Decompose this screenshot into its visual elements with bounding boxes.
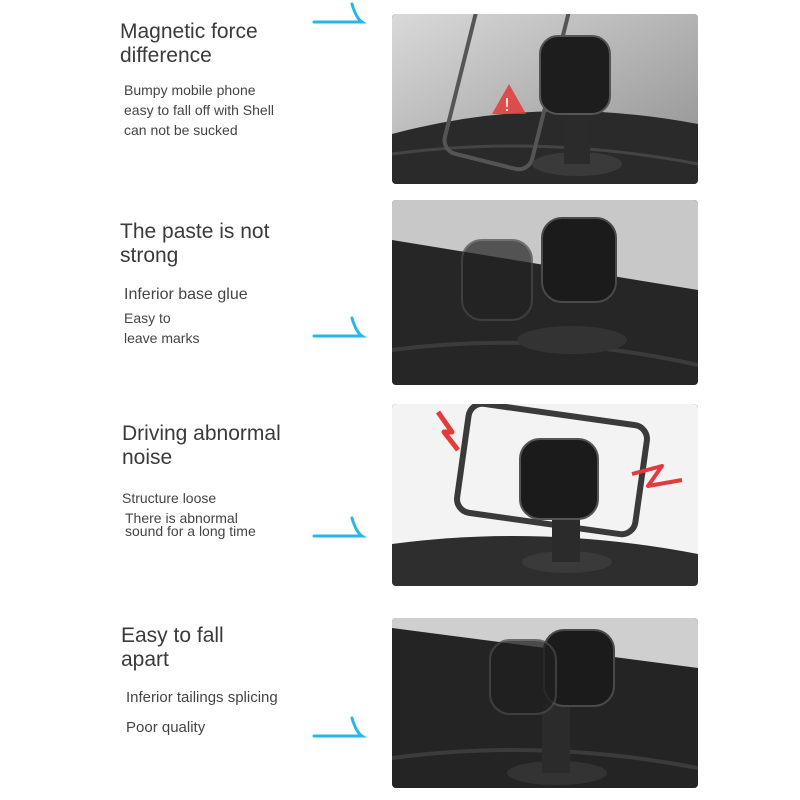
accent-hook-icon [312,514,368,542]
section-paste-not-strong [0,200,800,400]
section-point-2: There is abnormal sound for a long time [125,510,256,539]
section-abnormal-noise [0,400,800,600]
section-title: Magnetic force difference [120,20,258,67]
accent-hook-icon [312,714,368,742]
svg-text:!: ! [504,95,510,115]
section-point-2: Easy to leave marks [124,310,200,346]
product-photo-noise [392,404,698,586]
section-point-2: Poor quality [126,719,206,736]
section-easy-fall-apart [0,600,800,800]
accent-hook-icon [312,0,368,28]
section-point-1: Structure loose [122,490,217,506]
section-description: Bumpy mobile phone easy to fall off with Shell can not be sucked [124,82,274,138]
section-point-1: Inferior tailings splicing [126,689,278,706]
section-point-1: Inferior base glue [124,286,248,303]
accent-hook-icon [312,314,368,342]
section-magnetic-force [0,0,800,200]
section-title: The paste is not strong [120,220,270,267]
product-photo-fall-apart [392,618,698,788]
section-title: Easy to fall apart [121,624,224,671]
section-title: Driving abnormal noise [122,422,281,469]
product-photo-magnet-fail [392,14,698,184]
product-photo-base-glue [392,200,698,385]
